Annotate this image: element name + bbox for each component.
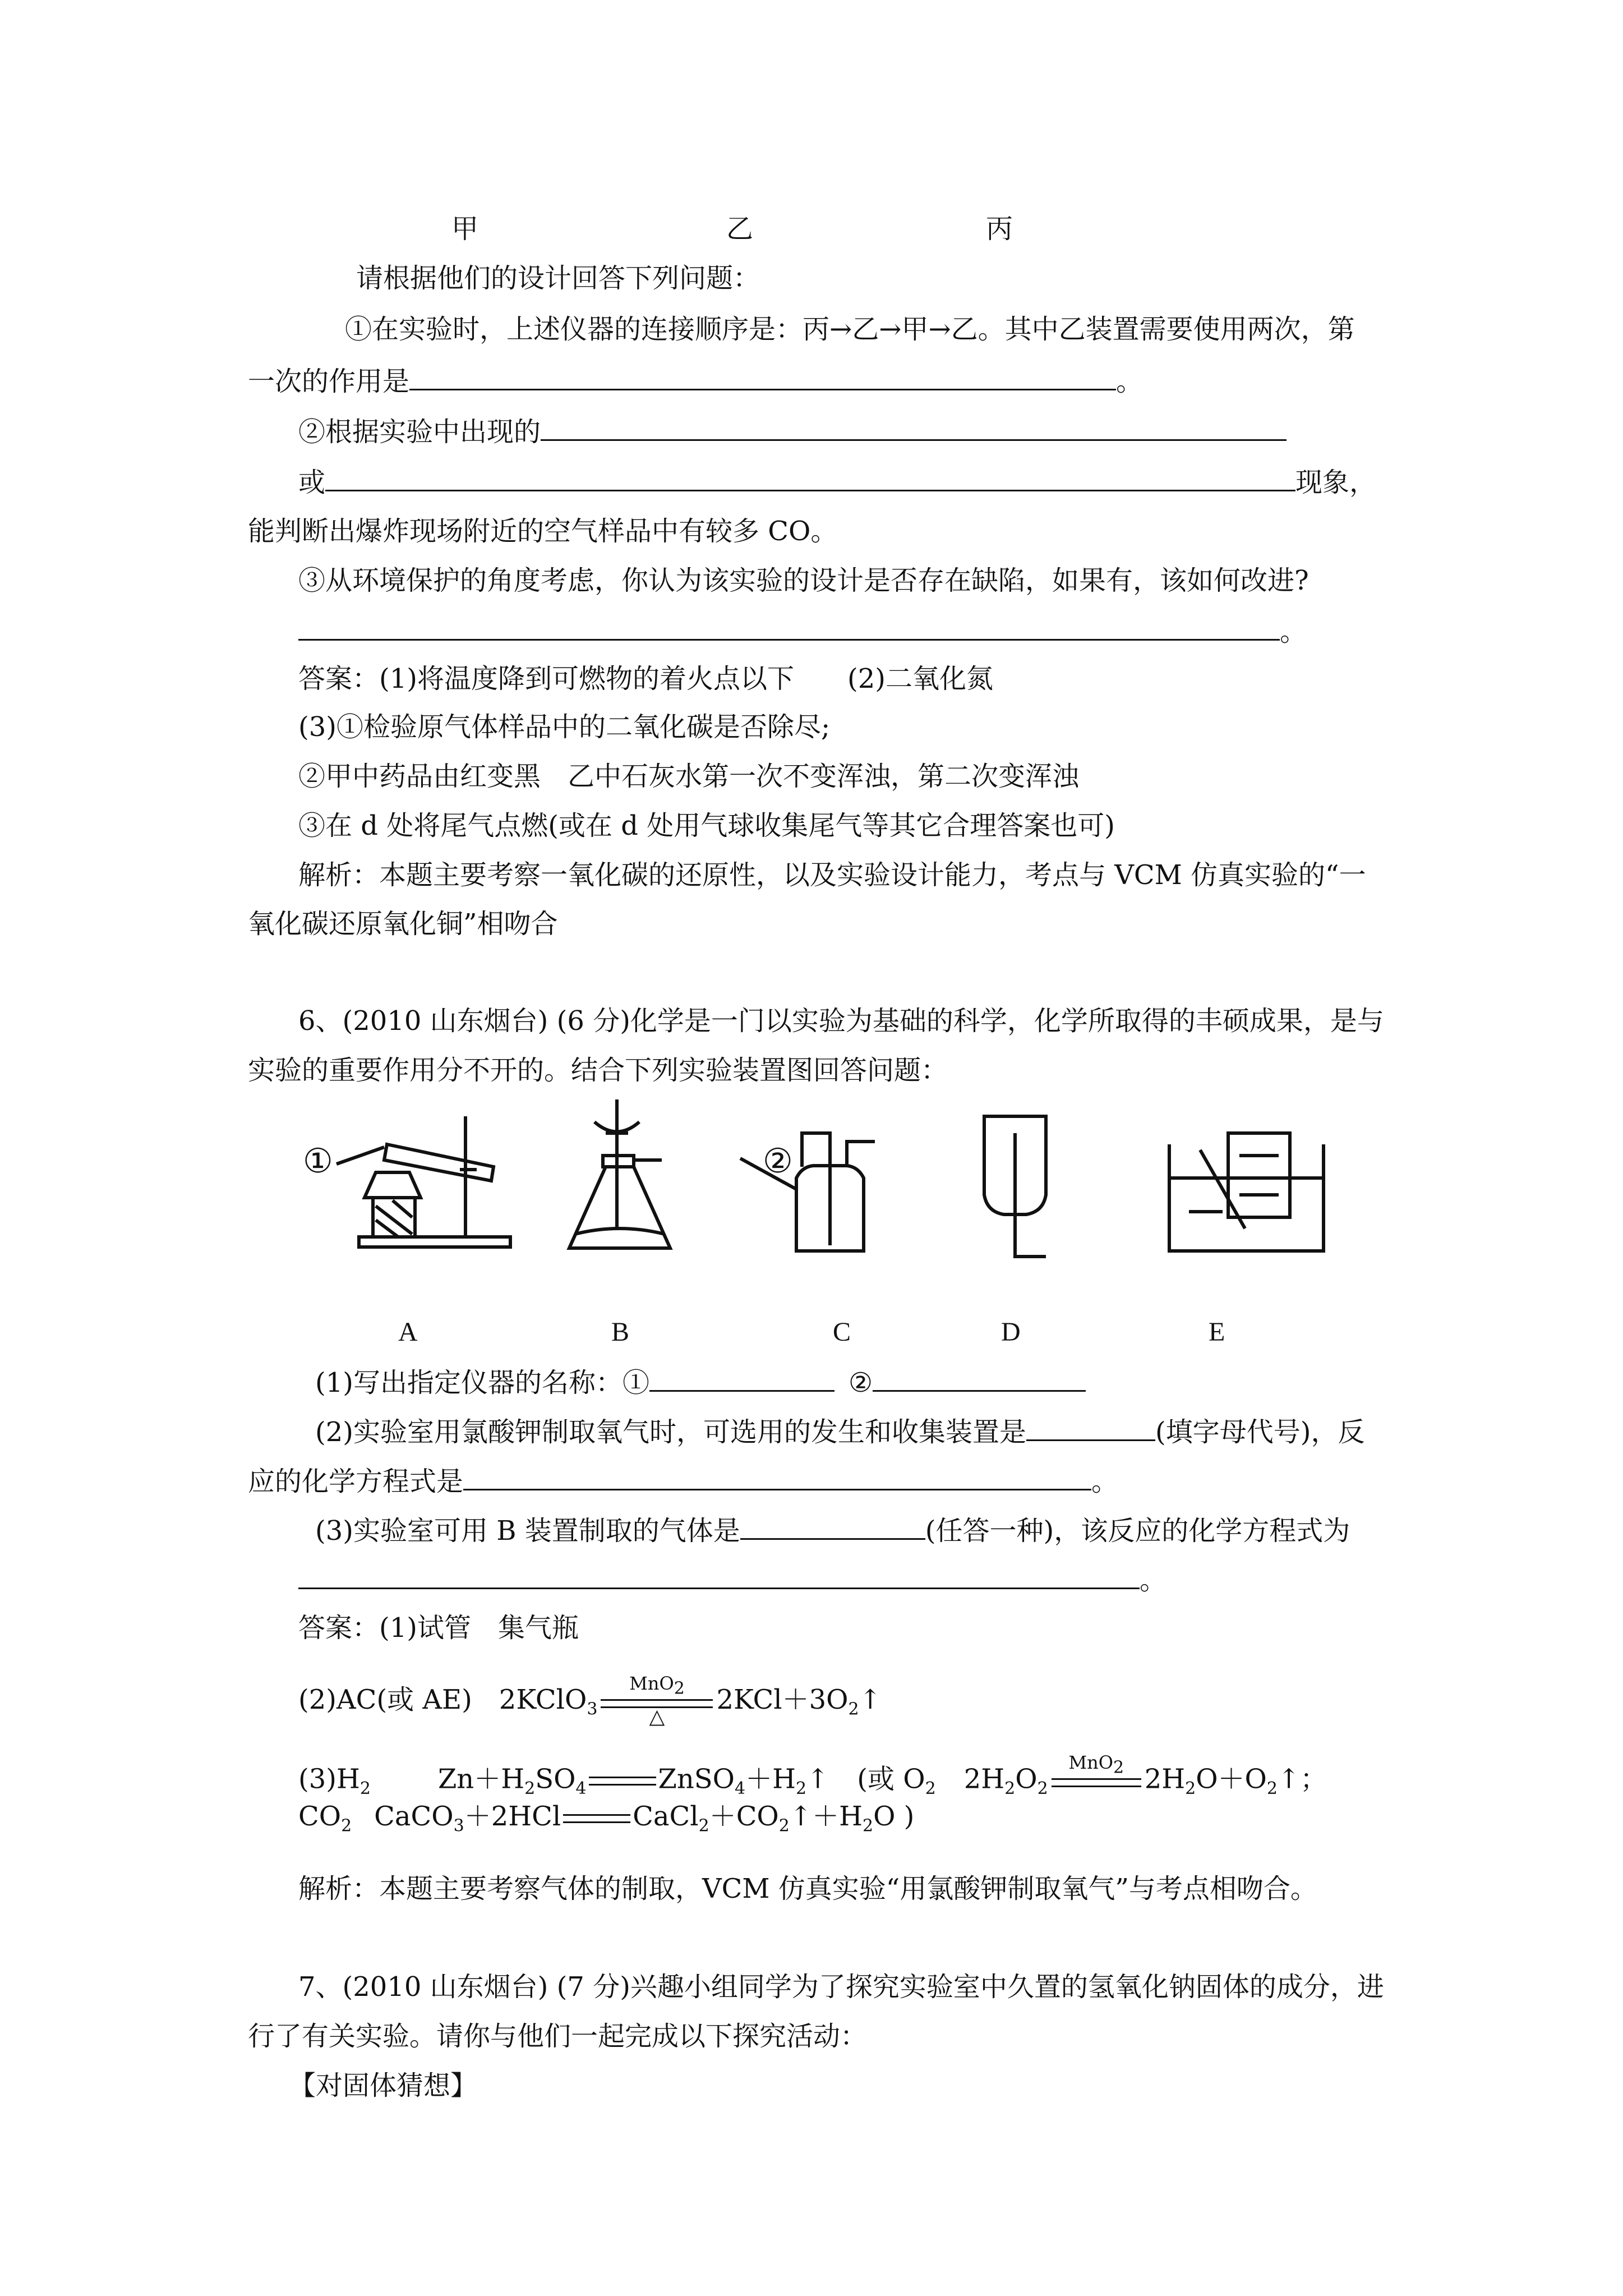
answer-blank[interactable] — [649, 1364, 834, 1392]
apparatus-label-e: E — [1209, 1317, 1225, 1347]
q5-analysis1: 解析：本题主要考察一氧化碳的还原性，以及实验设计能力，考点与 VCM 仿真实验的“一 — [298, 859, 1366, 891]
q6-answer1: 答案：(1)试管 集气瓶 — [298, 1612, 579, 1644]
marker-1: ① — [303, 1143, 333, 1180]
q6-part3-end: 。 — [1091, 1466, 1119, 1497]
q5-line7-end: 。 — [1280, 616, 1307, 647]
gas-arrow-icon: ↑ — [859, 1684, 882, 1715]
q6-answer4-g: O ) — [873, 1801, 915, 1832]
q7-line1: 7、(2010 山东烟台) (7 分)兴趣小组同学为了探究实验室中久置的氢氧化钠固体的成分，进 — [298, 1971, 1384, 2003]
answer-blank[interactable] — [541, 413, 1287, 441]
answer-blank[interactable] — [740, 1512, 925, 1540]
apparatus-figure — [292, 1099, 1357, 1279]
answer-blank[interactable] — [409, 363, 1116, 390]
q5-analysis2: 氧化碳还原氧化铜”相吻合 — [248, 908, 558, 940]
q5-line2 — [248, 363, 1143, 398]
q6-part4-end: (任答一种)，该反应的化学方程式为 — [925, 1515, 1350, 1547]
q6-part1 — [315, 1364, 1086, 1400]
answer-blank[interactable] — [1026, 1414, 1155, 1441]
q5-line3 — [298, 413, 1287, 449]
q5-answer4: ③在 d 处将尾气点燃(或在 d 处用气球收集尾气等其它合理答案也可) — [298, 810, 1115, 841]
catalyst-label: MnO — [629, 1672, 674, 1694]
q6-answer4-d: CaCl — [633, 1801, 699, 1832]
q6-part4 — [315, 1512, 1350, 1548]
q5-answer1-a: 答案：(1)将温度降到可燃物的着火点以下 — [298, 663, 794, 694]
q6-answer3-f: (或 O — [857, 1763, 925, 1795]
q6-part1-text: (1)写出指定仪器的名称：① — [315, 1367, 649, 1398]
apparatus-label-a: A — [398, 1317, 418, 1347]
heat-symbol: △ — [649, 1705, 665, 1728]
q6-part4-text: (3)实验室可用 B 装置制取的气体是 — [315, 1515, 740, 1547]
q5-line6: ③从环境保护的角度考虑，你认为该实验的设计是否存在缺陷，如果有，该如何改进? — [298, 565, 1309, 596]
q5-line2-end: 。 — [1116, 366, 1144, 397]
answer-blank[interactable] — [298, 613, 1280, 641]
q6-answer3-g: 2H — [963, 1763, 1005, 1795]
q5-intro: 请根据他们的设计回答下列问题： — [356, 263, 760, 294]
q6-part2 — [315, 1414, 1364, 1449]
label-jia: 甲 — [451, 213, 479, 245]
q6-part5-end: 。 — [1140, 1565, 1167, 1596]
q6-answer3-c: SO — [535, 1763, 576, 1795]
q6-answer2-a: (2)AC(或 AE) 2KClO — [298, 1684, 587, 1715]
q6-answer3-a: (3)H — [298, 1763, 360, 1795]
q6-answer4-b: CaCO — [374, 1801, 454, 1832]
q5-answer3: ②甲中药品由红变黑 乙中石灰水第一次不变浑浊，第二次变浑浊 — [298, 761, 1080, 792]
q6-part3 — [248, 1463, 1118, 1498]
q5-line4-end: 现象， — [1295, 467, 1377, 498]
q6-part3-text: 应的化学方程式是 — [248, 1466, 464, 1497]
q6-answer2: (2)AC(或 AE) 2KClO$_3$ MnO$_2$ △ $2KCl+3O_2↑$ — [298, 1669, 882, 1741]
apparatus-d-drawing — [984, 1116, 1046, 1257]
q6-answer3: $(3)H_2$ $Zn+H_2SO_4$ $ZnSO_4+H_2↑$ (或 $O_2$ $2H_2O_2$ MnO$_2$ $2H_2O+O_2↑$； — [298, 1750, 1327, 1814]
q6-answer3-i: 2H — [1144, 1763, 1186, 1795]
q6-answer4: $CO_2$ CaCO$_3$＋2HCl $CaCl_2+CO_2↑+H_2O$ ) — [298, 1801, 915, 1836]
apparatus-label-d: D — [1001, 1317, 1021, 1347]
q5-line5: 能判断出爆炸现场附近的空气样品中有较多 CO。 — [248, 516, 838, 547]
reaction-condition: MnO$_2$ △ — [601, 1671, 713, 1733]
answer-blank[interactable] — [325, 464, 1295, 491]
q6-answer4-f: ＋H — [812, 1801, 863, 1832]
q5-answer2: (3)①检验原气体样品中的二氧化碳是否除尽; — [298, 711, 831, 743]
answer-blank[interactable] — [873, 1364, 1086, 1392]
q5-line1: ①在实验时，上述仪器的连接顺序是：丙→乙→甲→乙。其中乙装置需要使用两次，第 — [345, 314, 1355, 345]
gas-arrow-icon: ↑ — [806, 1763, 829, 1795]
marker-2: ② — [763, 1143, 793, 1180]
equals-sign — [563, 1814, 630, 1823]
apparatus-b-drawing — [569, 1099, 670, 1248]
q6-answer3-j: O＋O — [1196, 1763, 1267, 1795]
answer-blank[interactable] — [298, 1562, 1140, 1589]
q6-answer4-c: ＋2HCl — [464, 1801, 561, 1832]
q5-line3-text: ②根据实验中出现的 — [298, 416, 541, 448]
q5-line7 — [298, 613, 1307, 648]
q6-part5 — [298, 1562, 1166, 1597]
q5-line2-text: 一次的作用是 — [248, 366, 410, 397]
q5-answer1 — [298, 662, 993, 696]
q5-line4-text: 或 — [298, 467, 326, 498]
equals-sign — [589, 1777, 656, 1786]
apparatus-e-drawing — [1169, 1133, 1324, 1251]
answer-blank[interactable] — [463, 1463, 1091, 1490]
apparatus-label-c: C — [833, 1317, 851, 1347]
q6-part1-mid: ② — [849, 1367, 873, 1398]
q6-answer3-h: O — [1015, 1763, 1038, 1795]
q6-answer3-d: ZnSO — [658, 1763, 735, 1795]
q6-line1: 6、(2010 山东烟台) (6 分)化学是一门以实验为基础的科学，化学所取得的丰硕成果，是与 — [298, 1005, 1384, 1037]
q6-part2-text: (2)实验室用氯酸钾制取氧气时，可选用的发生和收集装置是 — [315, 1416, 1026, 1448]
q7-line2: 行了有关实验。请你与他们一起完成以下探究活动： — [248, 2021, 868, 2052]
q6-part2-end: (填字母代号)，反 — [1155, 1416, 1365, 1448]
q7-line3: 【对固体猜想】 — [289, 2070, 478, 2101]
catalyst-label: MnO — [1068, 1752, 1113, 1773]
q5-line4 — [298, 464, 1376, 499]
apparatus-c-drawing — [740, 1133, 875, 1251]
q5-answer1-b: (2)二氧化氮 — [847, 663, 993, 694]
gas-arrow-icon: ↑ — [1278, 1763, 1301, 1795]
q6-answer2-b: 2KCl＋3O — [716, 1684, 849, 1715]
q6-answer4-e: ＋CO — [709, 1801, 779, 1832]
apparatus-label-b: B — [611, 1317, 630, 1347]
label-yi: 乙 — [726, 213, 754, 245]
q6-answer3-b: Zn＋H — [437, 1763, 525, 1795]
q6-answer4-a: CO — [298, 1801, 342, 1832]
q6-analysis: 解析：本题主要考察气体的制取，VCM 仿真实验“用氯酸钾制取氧气”与考点相吻合。 — [298, 1873, 1317, 1904]
catalyst-condition: MnO$_2$ — [1052, 1750, 1141, 1812]
q6-line2: 实验的重要作用分不开的。结合下列实验装置图回答问题： — [248, 1055, 948, 1086]
gas-arrow-icon: ↑ — [789, 1801, 813, 1832]
apparatus-a-drawing — [336, 1116, 510, 1247]
label-bing: 丙 — [986, 213, 1013, 245]
q6-answer3-e: ＋H — [745, 1763, 796, 1795]
